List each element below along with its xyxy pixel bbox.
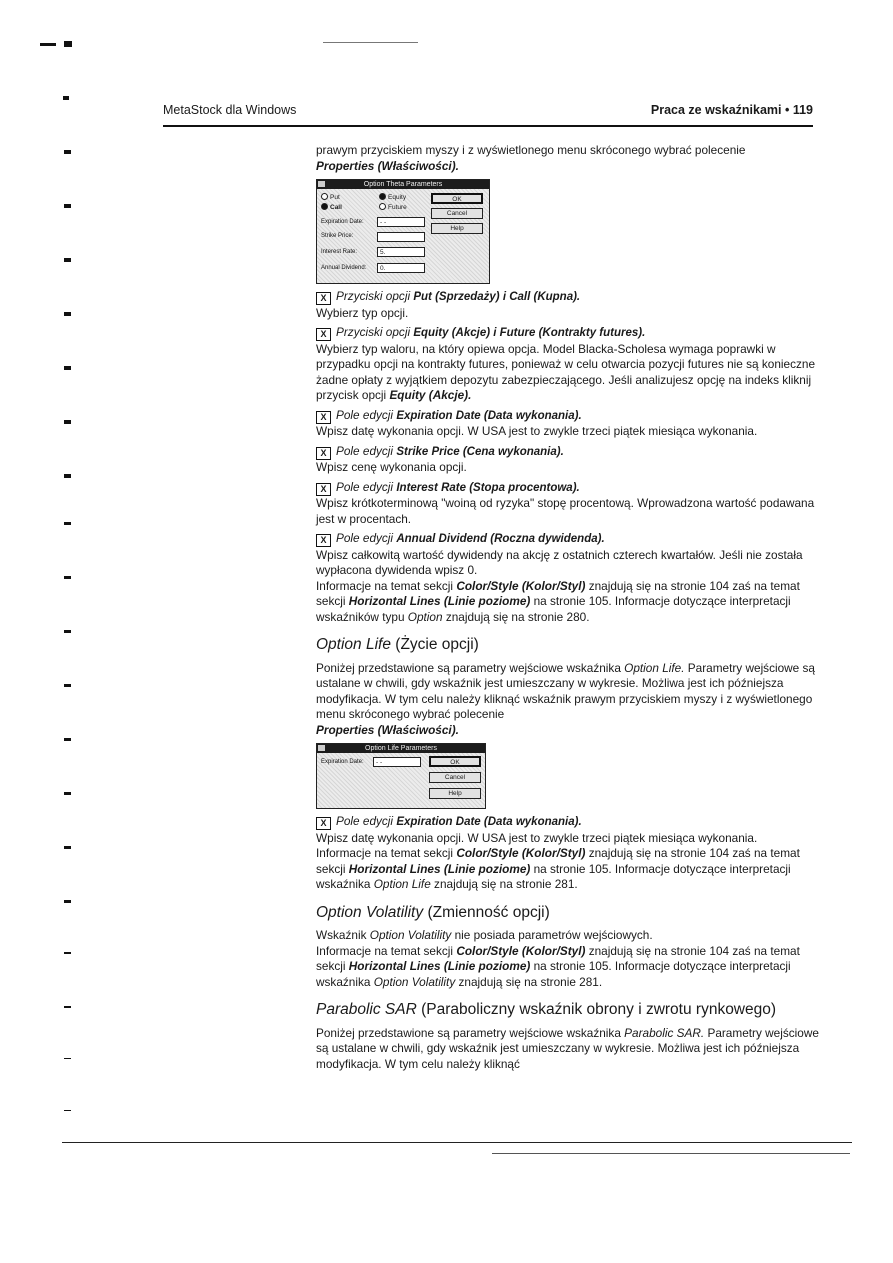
radio-put[interactable]: Put	[321, 193, 340, 202]
expiration-date-input[interactable]: - -	[373, 757, 421, 767]
intro-paragraph: prawym przyciskiem myszy i z wyświetlonego menu skróconego wybrać polecenie Properties (Właściwości).	[316, 143, 746, 173]
item-annual-dividend: X Pole edycji Annual Dividend (Roczna dywidenda). Wpisz całkowitą wartość dywidendy na akcję z ostatnich czterech kwartałów. Jeśli nie została wypłacona dywidenda wpisz 0.	[316, 531, 803, 577]
ok-button[interactable]: OK	[431, 193, 483, 204]
radio-future[interactable]: Future	[379, 203, 407, 212]
radio-call[interactable]: Call	[321, 203, 342, 212]
top-rule	[323, 42, 418, 43]
checkbox-icon: X	[316, 483, 331, 496]
checkbox-icon: X	[316, 447, 331, 460]
checkbox-icon: X	[316, 534, 331, 547]
expiration-date-input[interactable]: - -	[377, 217, 425, 227]
option-life-dialog	[316, 743, 486, 809]
label-interest: Interest Rate:	[321, 249, 358, 255]
info-paragraph-life: Informacje na temat sekcji Color/Style (Kolor/Styl) znajdują się na stronie 104 zaś na temat sekcji Horizontal Lines (Linie poziome) na stronie 105. Informacje dotyczące interpretacji wskaźnika Option Life znajdują się na stronie 281.	[316, 846, 800, 891]
cancel-button[interactable]: Cancel	[431, 208, 483, 219]
help-button[interactable]: Help	[429, 788, 481, 799]
cancel-button[interactable]: Cancel	[429, 772, 481, 783]
option-volatility-paragraph: Wskaźnik Option Volatility nie posiada parametrów wejściowych.	[316, 928, 653, 942]
checkbox-icon: X	[316, 328, 331, 341]
label-strike: Strike Price:	[321, 233, 354, 239]
item-equity-future: X Przyciski opcji Equity (Akcje) i Future (Kontrakty futures). Wybierz typ waloru, na który opiewa opcja. Model Blacka-Scholesa wymaga poprawki w przypadku opcji na kontrakty futures, ponieważ w celu otwarcia pozycji futures nie są konieczne żadne opłaty z wyjątkiem depozytu zabezpieczającego. Jeśli analizujesz opcję na indeks kliknij przycisk opcji Equity (Akcje).	[316, 325, 816, 402]
system-menu-icon[interactable]	[318, 745, 325, 751]
parabolic-sar-paragraph: Poniżej przedstawione są parametry wejściowe wskaźnika Parabolic SAR. Parametry wejściowe są ustalane w chwili, gdy wskaźnik jest umieszczany w wykresie. Możliwa jest ich późniejsza modyfikacja. W tym celu należy kliknąć	[316, 1025, 819, 1071]
item-interest-rate: X Pole edycji Interest Rate (Stopa procentowa). Wpisz krótkoterminową "woiną od ryzyka" stopę procentową. Wprowadzona wartość podawana jest w procentach.	[316, 479, 815, 526]
label-expiration: Expiration Date:	[321, 219, 364, 225]
footer-rule-secondary	[492, 1153, 850, 1154]
page-body	[316, 143, 820, 1072]
strike-price-input[interactable]	[377, 232, 425, 242]
annual-dividend-input[interactable]: 0.	[377, 263, 425, 273]
section-heading-option-life: Option Life (Życie opcji)	[316, 636, 479, 653]
radio-equity[interactable]: Equity	[379, 193, 406, 202]
info-paragraph-volatility: Informacje na temat sekcji Color/Style (Kolor/Styl) znajdują się na stronie 104 zaś na temat sekcji Horizontal Lines (Linie poziome) na stronie 105. Informacje dotyczące interpretacji wskaźnika Option Volatility znajdują się na stronie 281.	[316, 943, 800, 989]
checkbox-icon: X	[316, 411, 331, 424]
system-menu-icon[interactable]	[318, 181, 325, 187]
item-strike-price: X Pole edycji Strike Price (Cena wykonania). Wpisz cenę wykonania opcji.	[316, 443, 564, 474]
header-rule	[163, 125, 813, 127]
help-button[interactable]: Help	[431, 223, 483, 234]
running-header-right: Praca ze wskaźnikami • 119	[650, 103, 813, 117]
dialog-title-bar: Option Theta Parameters	[317, 180, 489, 189]
label-expiration: Expiration Date:	[321, 759, 364, 765]
section-heading-parabolic-sar: Parabolic SAR (Paraboliczny wskaźnik obrony i zwrotu rynkowego)	[316, 1001, 777, 1018]
option-theta-dialog	[316, 179, 490, 284]
footer-rule	[62, 1142, 852, 1143]
ok-button[interactable]: OK	[429, 756, 481, 767]
dialog-title-bar: Option Life Parameters	[317, 744, 485, 753]
running-header-left: MetaStock dla Windows	[163, 103, 297, 117]
option-life-paragraph: Poniżej przedstawione są parametry wejściowe wskaźnika Option Life. Parametry wejściowe są ustalane w chwili, gdy wskaźnik jest umieszczany w wykresie. Możliwa jest ich późniejsza modyfikacja. W tym celu należy kliknąć wskaźnik prawym przyciskiem myszy i z wyświetlonego menu skróconego wybrać polecenie Properties (Właściwości).	[316, 660, 815, 737]
item-put-call: X Przyciski opcji Put (Sprzedaży) i Call (Kupna). Wybierz typ opcji.	[316, 289, 581, 320]
checkbox-icon: X	[316, 292, 331, 305]
item-life-expiration-date: X Pole edycji Expiration Date (Data wykonania). Wpisz datę wykonania opcji. W USA jest to zwykle trzeci piątek miesiąca wykonania.	[316, 814, 758, 845]
interest-rate-input[interactable]: 5.	[377, 247, 425, 257]
checkbox-icon: X	[316, 817, 331, 830]
section-heading-option-volatility: Option Volatility (Zmienność opcji)	[316, 903, 550, 921]
info-paragraph-theta: Informacje na temat sekcji Color/Style (Kolor/Styl) znajdują się na stronie 104 zaś na temat sekcji Horizontal Lines (Linie poziome) na stronie 105. Informacje dotyczące interpretacji wskaźników typu Option znajdują się na stronie 280.	[316, 578, 800, 624]
label-dividend: Annual Dividend:	[321, 265, 367, 271]
item-expiration-date: X Pole edycji Expiration Date (Data wykonania). Wpisz datę wykonania opcji. W USA jest to zwykle trzeci piątek miesiąca wykonania.	[316, 407, 758, 438]
